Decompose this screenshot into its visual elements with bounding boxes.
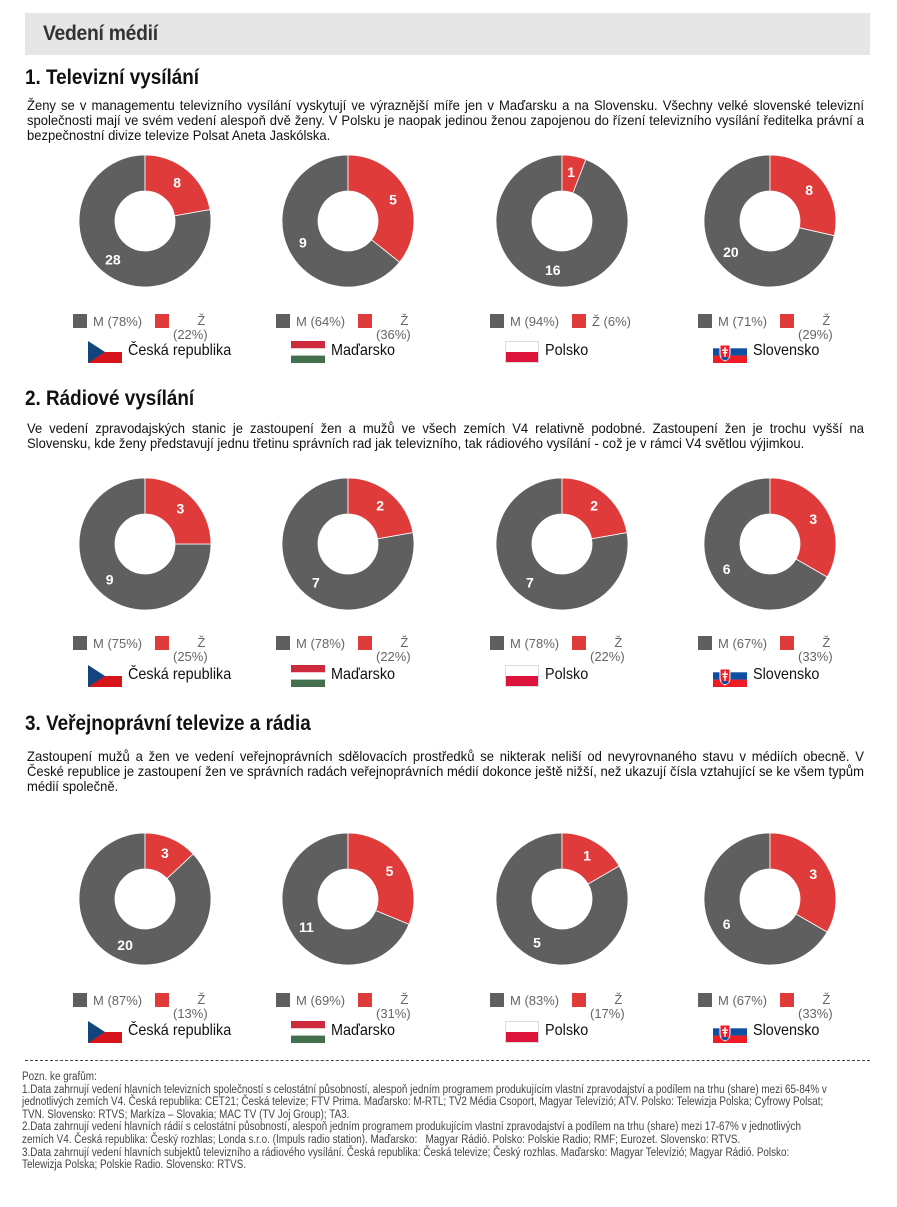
legend-male-swatch [490, 636, 504, 650]
slice-male-label: 20 [117, 936, 133, 953]
slice-female-label: 8 [805, 181, 813, 198]
slice-female [770, 478, 836, 577]
slice-female [770, 833, 836, 932]
slice-male-label: 9 [105, 571, 114, 588]
legend-male-swatch [490, 993, 504, 1007]
donut-chart-sk-s3 [695, 824, 845, 974]
legend-male-label: M (64%) [296, 314, 346, 329]
legend-female-label: Ž (29%) [798, 313, 833, 342]
country-label: Polsko [545, 1022, 589, 1039]
section-2-heading: 2. Rádiové vysílání [25, 387, 195, 410]
donut-chart-cz-s1 [70, 146, 220, 296]
legend-female-swatch [572, 993, 586, 1007]
donut-chart-pl-s2 [487, 469, 637, 619]
legend-female-label: Ž (36%) [376, 313, 411, 342]
note-3: 3.Data zahrnují vedení hlavních subjektů televizního a rádiového vysílání. Česká republika: Česká televize; Český rozhlas. Maďarsko: Magyar Televízió; Magyar Rádió. Polsko: Telewizja Polska; Polskie Radio. Slovensko: RTVS. [22, 1146, 792, 1172]
slice-female-label: 1 [583, 847, 591, 864]
legend-male-swatch [73, 993, 87, 1007]
slice-female-label: 8 [173, 174, 182, 191]
legend-male-swatch [698, 993, 712, 1007]
country-label: Polsko [545, 666, 589, 683]
note-2: 2.Data zahrnují vedení hlavních rádií s celostátní působností, alespoň jedním programem produkujícím vlastní zpravodajství a podílem na trhu (share) mezi 17-67% v jednotlivých zemích V4. Česká republika: Český rozhlas; Londa s.r.o. (Impuls radio station). Maďarsko: Magyar Rádió. Polsko: Polskie Radio; RMF; Eurozet. Slovensko: RTVS. [22, 1121, 804, 1146]
legend-male-label: M (78%) [296, 636, 346, 651]
country-label: Maďarsko [331, 666, 396, 683]
legend-male-label: M (87%) [93, 993, 143, 1008]
slice-male-label: 7 [525, 574, 534, 591]
legend-male-label: M (83%) [510, 993, 560, 1008]
section-2-paragraph: Ve vedení zpravodajských stanic je zastoupení žen a mužů ve všech zemích V4 relativně podobné. Zastoupení žen je trochu vyšší na Slovensku, kde ženy představují jednu třetinu správních rad jak televizního, tak rádiového vysílání - což je v rámci V4 světlou výjimkou. [27, 420, 864, 451]
legend-female-label: Ž (22%) [173, 313, 208, 342]
section-1-heading: 1. Televizní vysílání [25, 66, 200, 89]
notes-heading: Pozn. ke grafům: [22, 1071, 97, 1083]
legend-male-swatch [73, 314, 87, 328]
slice-female-label: 3 [809, 866, 818, 882]
slice-male-label: 20 [723, 244, 739, 261]
slice-female-label: 1 [567, 163, 576, 180]
notes-divider [25, 1060, 870, 1061]
legend-male-label: M (94%) [510, 314, 560, 329]
country-label: Maďarsko [331, 1022, 396, 1039]
slice-female-label: 5 [385, 863, 394, 880]
legend-female-label: Ž (22%) [590, 635, 625, 664]
slice-male-label: 7 [311, 574, 320, 591]
donut-chart-hu-s2 [273, 469, 423, 619]
legend-male-swatch [490, 314, 504, 328]
legend-male-label: M (69%) [296, 993, 346, 1008]
country-label: Slovensko [753, 666, 820, 683]
section-1-paragraph: Ženy se v managementu televizního vysílání vyskytují ve výraznější míře jen v Maďarsku a na Slovensku. Všechny velké slovenské televizní společnosti mají ve svém vedení alespoň dvě ženy. V Polsku je naopak jedinou ženou zapojenou do řízení televizního vysílání ředitelka právní a bezpečnostní divize televize Polsat Aneta Jaskólska. [27, 97, 864, 143]
country-label: Česká republika [128, 342, 232, 359]
section-3-paragraph: Zastoupení mužů a žen ve vedení veřejnoprávních sdělovacích prostředků se nikterak neliší od nevyrovnaného stavu v médiích obecně. V České republice je zastoupení žen ve správních radách veřejnoprávních médií dokonce ještě nižší, než ukazují čísla vztahující se ke všem typům médií společně. [27, 748, 864, 794]
legend-female-swatch [358, 636, 372, 650]
legend-male-swatch [698, 636, 712, 650]
legend-female-label: Ž (13%) [173, 992, 208, 1021]
slice-male-label: 6 [722, 561, 731, 577]
legend-female-swatch [780, 314, 794, 328]
notes-block [22, 1071, 830, 1172]
country-label: Slovensko [753, 342, 820, 359]
legend-male-swatch [276, 314, 290, 328]
legend-female-swatch [155, 993, 169, 1007]
slice-female-label: 3 [161, 845, 169, 862]
legend-female-swatch [572, 314, 586, 328]
legend-male-label: M (67%) [718, 993, 768, 1008]
legend-male-swatch [73, 636, 87, 650]
legend-female-swatch [358, 993, 372, 1007]
legend-female-swatch [155, 636, 169, 650]
flag-pl-icon [505, 665, 539, 687]
country-label: Česká republika [128, 666, 232, 683]
slice-female-label: 3 [176, 500, 185, 517]
donut-chart-cz-s2 [70, 469, 220, 619]
donut-chart-sk-s1 [695, 146, 845, 296]
slice-female-label: 3 [809, 511, 818, 527]
slice-female-label: 2 [590, 497, 599, 514]
country-label: Polsko [545, 342, 589, 359]
slice-male-label: 11 [299, 918, 314, 935]
slice-female-label: 2 [376, 497, 385, 514]
legend-male-swatch [276, 993, 290, 1007]
slice-female [770, 155, 836, 236]
donut-chart-sk-s2 [695, 469, 845, 619]
slice-male-label: 6 [722, 916, 731, 932]
legend-female-label: Ž (6%) [592, 314, 631, 329]
legend-male-label: M (78%) [93, 314, 143, 329]
legend-female-label: Ž (17%) [590, 992, 625, 1021]
donut-chart-cz-s3 [70, 824, 220, 974]
country-label: Maďarsko [331, 342, 396, 359]
flag-sk-icon [713, 665, 747, 687]
legend-female-swatch [780, 993, 794, 1007]
legend-female-label: Ž (31%) [376, 992, 411, 1021]
legend-female-label: Ž (22%) [376, 635, 411, 664]
flag-pl-icon [505, 341, 539, 363]
slice-male-label: 28 [105, 251, 121, 268]
country-label: Slovensko [753, 1022, 820, 1039]
legend-female-label: Ž (33%) [798, 635, 833, 664]
flag-cz-icon [88, 1021, 122, 1043]
flag-sk-icon [713, 341, 747, 363]
legend-male-label: M (78%) [510, 636, 560, 651]
legend-male-swatch [698, 314, 712, 328]
legend-female-label: Ž (33%) [798, 992, 833, 1021]
flag-pl-icon [505, 1021, 539, 1043]
legend-male-swatch [276, 636, 290, 650]
slice-male-label: 9 [299, 234, 307, 251]
flag-hu-icon [291, 341, 325, 363]
slice-male-label: 5 [533, 934, 541, 951]
page-title: Vedení médií [43, 22, 158, 45]
legend-female-swatch [358, 314, 372, 328]
note-1: 1.Data zahrnují vedení hlavních televizních společností s celostátní působností, alespoň jedním programem produkujícím vlastní zpravodajství a podílem na trhu (share) mezi 65-84% v jednotlivých zemích V4. Česká republika: CET21; Česká televize; FTV Prima. Maďarsko: M-RTL; TV2 Média Csoport, Magyar Televízió; ATV. Polsko: Telewizja Polska; Cyfrowy Polsat; TVN. Slovensko: RTVS; Markíza – Slovakia; MAC TV (TV Joj Group); TA3. [22, 1083, 830, 1121]
donut-chart-hu-s3 [273, 824, 423, 974]
legend-male-label: M (67%) [718, 636, 768, 651]
flag-cz-icon [88, 665, 122, 687]
legend-female-swatch [780, 636, 794, 650]
slice-female [348, 155, 414, 262]
flag-hu-icon [291, 665, 325, 687]
flag-cz-icon [88, 341, 122, 363]
section-3-heading: 3. Veřejnoprávní televize a rádia [25, 712, 311, 735]
slice-female-label: 5 [389, 191, 397, 208]
legend-female-swatch [155, 314, 169, 328]
donut-chart-pl-s3 [487, 824, 637, 974]
slice-male-label: 16 [545, 262, 561, 279]
legend-male-label: M (71%) [718, 314, 768, 329]
page-title-bar [25, 13, 870, 55]
donut-chart-pl-s1 [487, 146, 637, 296]
legend-female-label: Ž (25%) [173, 635, 208, 664]
legend-female-swatch [572, 636, 586, 650]
slice-female [348, 833, 414, 924]
flag-hu-icon [291, 1021, 325, 1043]
flag-sk-icon [713, 1021, 747, 1043]
donut-chart-hu-s1 [273, 146, 423, 296]
legend-male-label: M (75%) [93, 636, 143, 651]
country-label: Česká republika [128, 1022, 232, 1039]
